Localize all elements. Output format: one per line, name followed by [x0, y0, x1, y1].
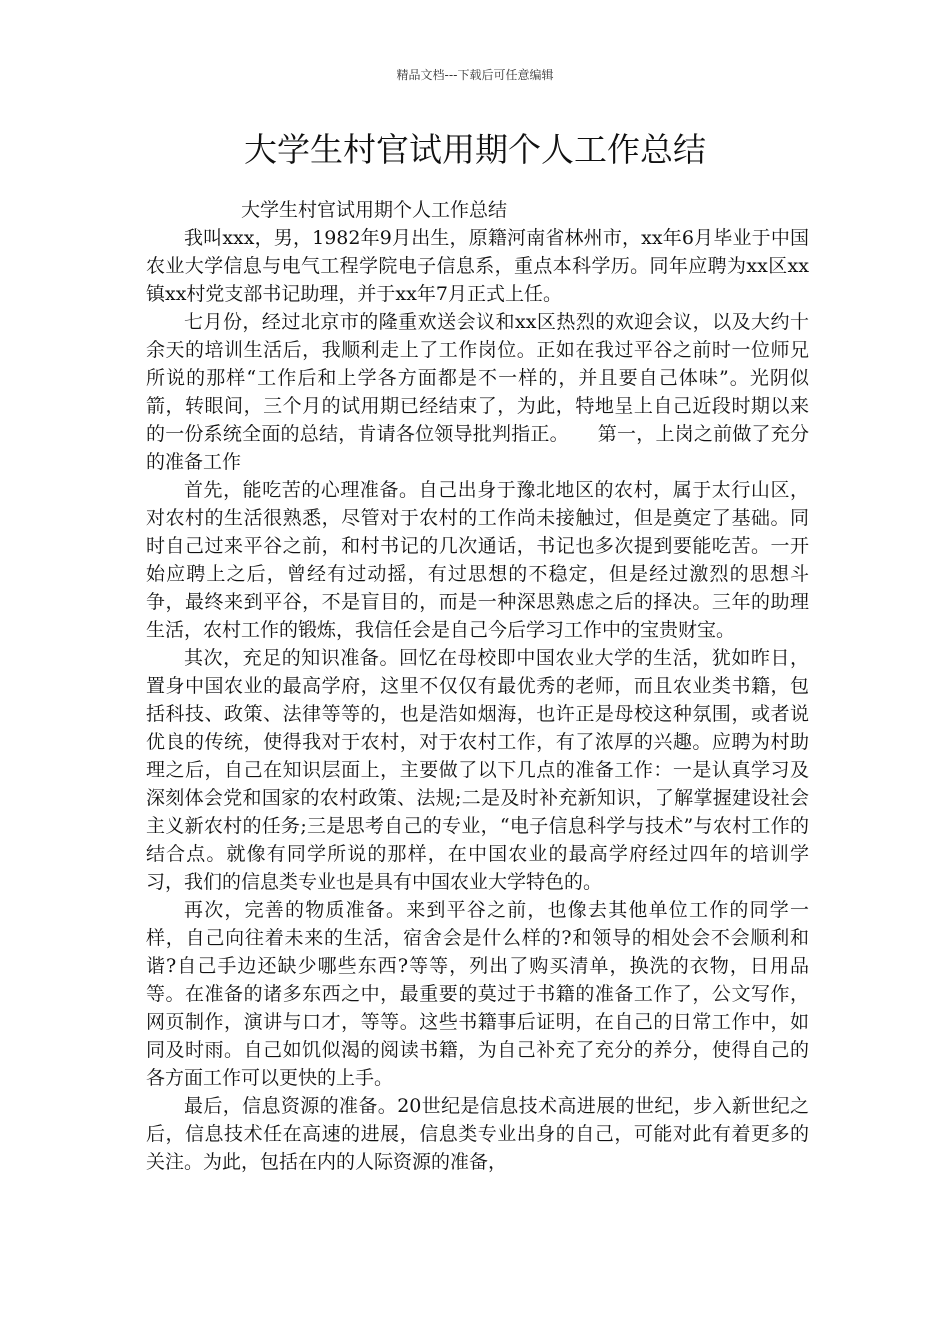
document-title: 大学生村官试用期个人工作总结: [244, 130, 706, 169]
document-body: [146, 196, 809, 1176]
paragraph-knowledge-preparation: 其次，充足的知识准备。回忆在母校即中国农业大学的生活，犹如昨日，置身中国农业的最高学府，这里不仅仅有最优秀的老师，而且农业类书籍，包括科技、政策、法律等等的，也是浩如烟海，也许正是母校这种氛围，或者说优良的传统，使得我对于农村，对于农村工作，有了浓厚的兴趣。应聘为村助理之后，自己在知识层面上，主要做了以下几点的准备工作：一是认真学习及深刻体会党和国家的农村政策、法规;二是及时补充新知识，了解掌握建设社会主义新农村的任务;三是思考自己的专业，“电子信息科学与技术”与农村工作的结合点。就像有同学所说的那样，在中国农业的最高学府经过四年的培训学习，我们的信息类专业也是具有中国农业大学特色的。: [146, 647, 809, 893]
paragraph-information-preparation: 最后，信息资源的准备。20世纪是信息技术高进展的世纪，步入新世纪之后，信息技术任在高速的进展，信息类专业出身的自己，可能对此有着更多的关注。为此，包括在内的人际资源的准备，: [146, 1095, 809, 1173]
paragraph-material-preparation: 再次，完善的物质准备。来到平谷之前，也像去其他单位工作的同学一样，自己向往着未来的生活，宿舍会是什么样的?和领导的相处会不会顺利和谐?自己手边还缺少哪些东西?等等，列出了购买清单，换洗的衣物，日用品等。在准备的诸多东西之中，最重要的莫过于书籍的准备工作了，公文写作，网页制作，演讲与口才，等等。这些书籍事后证明，在自己的日常工作中，如同及时雨。自己如饥似渴的阅读书籍，为自己补充了充分的养分，使得自己的各方面工作可以更快的上手。: [146, 899, 809, 1089]
document-subtitle: 大学生村官试用期个人工作总结: [241, 199, 508, 221]
header-note: 精品文档---下载后可任意编辑: [396, 68, 554, 82]
paragraph-july: 七月份，经过北京市的隆重欢送会议和xx区热烈的欢迎会议，以及大约十余天的培训生活后，我顺利走上了工作岗位。正如在我过平谷之前时一位师兄所说的那样“工作后和上学各方面都是不一样的，并且要自己体味”。光阴似箭，转眼间，三个月的试用期已经结束了，为此，特地呈上自己近段时期以来的一份系统全面的总结，肯请各位领导批判指正。 第一，上岗之前做了充分的准备工作: [146, 311, 809, 473]
paragraph-intro: 我叫xxx，男，1982年9月出生，原籍河南省林州市，xx年6月毕业于中国农业大学信息与电气工程学院电子信息系，重点本科学历。同年应聘为xx区xx镇xx村党支部书记助理，并于xx年7月正式上任。: [146, 227, 809, 305]
paragraph-mental-preparation: 首先，能吃苦的心理准备。自己出身于豫北地区的农村，属于太行山区，对农村的生活很熟悉，尽管对于农村的工作尚未接触过，但是奠定了基础。同时自己过来平谷之前，和村书记的几次通话，书记也多次提到要能吃苦。一开始应聘上之后，曾经有过动摇，有过思想的不稳定，但是经过激烈的思想斗争，最终来到平谷，不是盲目的，而是一种深思熟虑之后的择决。三年的助理生活，农村工作的锻炼，我信任会是自己今后学习工作中的宝贵财宝。: [146, 479, 809, 641]
